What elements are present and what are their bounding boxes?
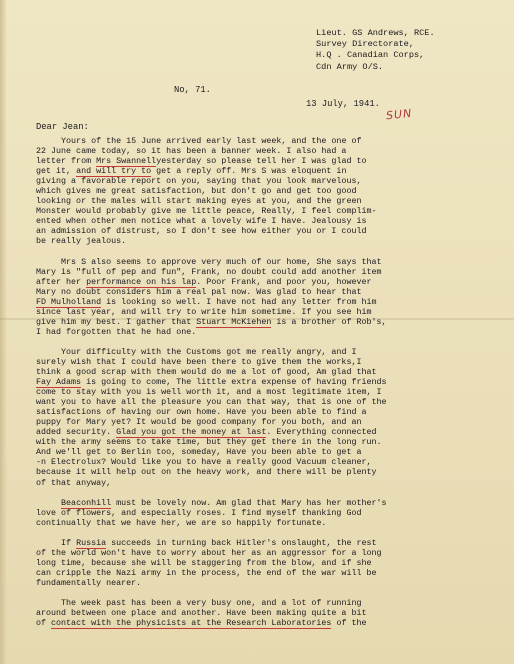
page-edge-shadow — [0, 0, 7, 664]
underlined-phrase: Mrs Swannell — [96, 156, 157, 167]
text-segment: get a reply off. Mrs S was eloquent in giving a favorable report on you, saying that you look marvelous, which gives me great satisfaction, but don't go and get too good looking or the males will start making eyes at you, and the green Monster would probably give me little peace, Really, I feel complim- ented when other men notice what a lovely wife I have. Jealousy is an admission of distrust, so I don't see how either you or I could be really jealous. — [36, 166, 377, 247]
paragraph — [36, 136, 502, 247]
text-segment: of the — [331, 618, 367, 629]
underlined-phrase: Fay Adams — [36, 377, 82, 388]
text-segment: . Poor Frank, and poor you, however Mary no doubt considers him a real pal now. Was glad to hear that — [36, 276, 372, 297]
paragraph — [36, 347, 502, 488]
paragraph — [36, 257, 502, 337]
underlined-phrase: Beaconhill — [61, 497, 112, 508]
underlined-phrase: contact with the physicists at the Research Laboratories — [51, 618, 332, 629]
letter-number: No, 71. — [174, 85, 211, 95]
underlined-phrase: Glad you got the money at last — [116, 427, 267, 438]
text-segment: yesterday so please tell her I was glad to get it, — [36, 156, 367, 177]
text-segment: The week past has been a very busy one, and a lot of running around between one place and another. Have been making quite a bit of — [36, 597, 367, 629]
text-segment: Yours of the 15 June arrived early last week, and the one of 22 June came today, so it has been a banner week. I also had a letter from — [36, 136, 362, 167]
letter-date: 13 July, 1941. — [306, 99, 380, 109]
underlined-phrase: performance on his lap — [86, 276, 197, 287]
text-segment: is a brother of Rob's, I had forgotten that he had one. — [36, 316, 387, 337]
sender-address: Lieut. GS Andrews, RCE. Survey Directorate, H.Q . Canadian Corps, Cdn Army O/S. — [316, 28, 435, 72]
letter-body — [36, 136, 502, 638]
text-segment: is looking so well. I have not had any letter from him since last year, and will try to write him sometime. If you see him give him my best. I gather that — [36, 296, 377, 327]
text-segment: succeeds in turning back Hitler's onslaught, the rest of the world won't have to worry about her as an aggressor for a long long time, because she will be staggering from the blow, and if she can cripple the Nazi army in the process, the end of the war will be fundamentally nearer. — [36, 537, 382, 588]
underlined-phrase: and will try to — [76, 166, 152, 177]
greeting: Dear Jean: — [36, 122, 89, 132]
underlined-phrase: Russia — [76, 537, 107, 548]
underlined-phrase: FD Mulholland — [36, 296, 102, 307]
text-segment: Mrs S also seems to approve very much of our home, She says that Mary is "full of pep and fun", Frank, no doubt could add another item after her — [36, 256, 382, 287]
text-segment: is going to come, The little extra expense of having friends come to stay with you is well worth it, and a most legitimate item, I want you to have all the pleasure you can that way, that is one of the satisfactions of having our own home. Have you been able to find a puppy for Mary yet? It would be good company for you both, and an added security. — [36, 377, 387, 438]
paragraph — [36, 538, 502, 588]
text-segment: must be lovely now. Am glad that Mary has her mother's love of flowers, and especially roses. I find myself thanking God continually that we have her, we are so happily fortunate. — [36, 497, 387, 528]
text-segment: Your difficulty with the Customs got me really angry, and I surely wish that I could have been there to give them the works,I think a good scrap with them would do me a lot of good, Am glad that — [36, 346, 377, 377]
handwritten-annotation: SUN — [385, 106, 413, 123]
text-segment: If — [36, 537, 77, 548]
text-segment — [36, 498, 61, 508]
text-segment: . Everything connected with the army seems to take time, but they get there in the long run. And we'll get to Berlin too, someday, Have you been able to get a -n Electrolux? Would like you to have a really good Vacuum cleaner, because it will help out on the heavy work, and there will be plenty of that anyway, — [36, 427, 382, 488]
paragraph — [36, 598, 502, 628]
underlined-phrase: Stuart McKiehen — [196, 316, 272, 327]
paragraph — [36, 498, 502, 528]
